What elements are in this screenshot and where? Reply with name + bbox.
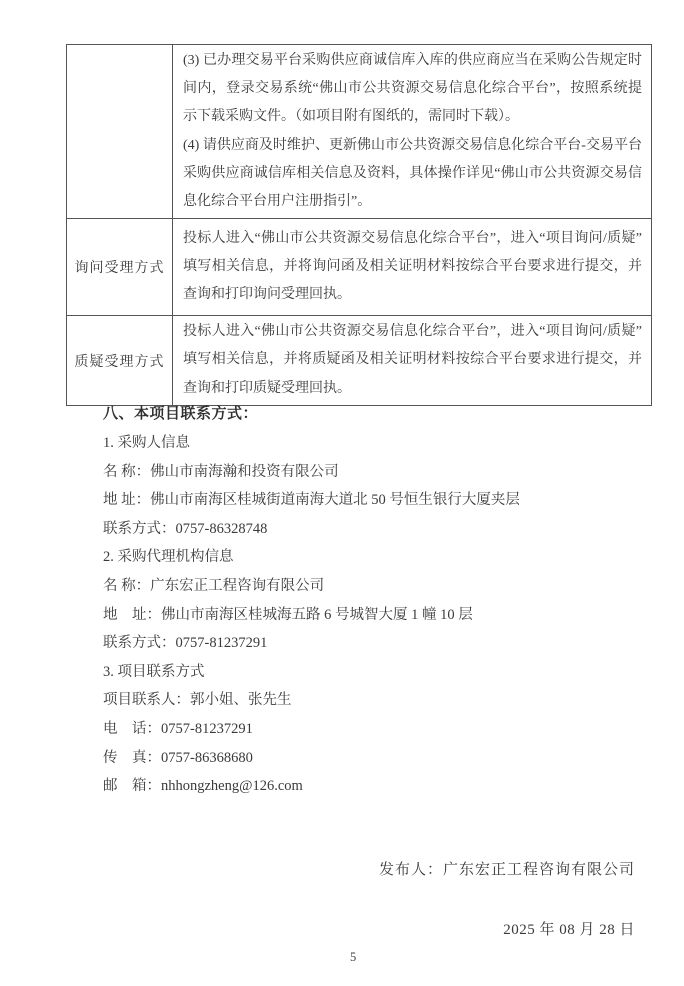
contact-line-project-fax: 传 真：0757-86368680 bbox=[103, 749, 253, 766]
contact-section bbox=[103, 399, 648, 801]
publish-date: 2025 年 08 月 28 日 bbox=[503, 922, 635, 938]
row-label-inquiry: 询问受理方式 bbox=[67, 219, 173, 316]
contact-line-project-contacts: 项目联系人：郭小姐、张先生 bbox=[103, 692, 292, 709]
contact-line-project-phone: 电 话：0757-81237291 bbox=[103, 720, 253, 737]
table-row-inquiry bbox=[67, 219, 652, 316]
page-number: 5 bbox=[350, 950, 357, 964]
row-content bbox=[173, 45, 652, 219]
contact-line-agency-phone: 联系方式：0757-81237291 bbox=[103, 635, 268, 652]
publisher-line: 发布人：广东宏正工程咨询有限公司 bbox=[378, 862, 635, 878]
procedure-table bbox=[66, 44, 652, 406]
contact-line-agency-title: 2. 采购代理机构信息 bbox=[103, 549, 234, 566]
contact-line-purchaser-phone: 联系方式：0757-86328748 bbox=[103, 520, 268, 537]
paragraph-challenge: 投标人进入“佛山市公共资源交易信息化综合平台”，进入“项目询问/质疑”填写相关信息，并将质疑函及相关证明材料按综合平台要求进行提交，并查询和打印质疑受理回执。 bbox=[183, 324, 642, 396]
table-row-continuation bbox=[67, 45, 652, 219]
row-label-empty bbox=[67, 45, 173, 219]
contact-line-purchaser-name: 名 称：佛山市南海瀚和投资有限公司 bbox=[103, 463, 339, 480]
contact-line-agency-address: 地 址：佛山市南海区桂城海五路 6 号城智大厦 1 幢 10 层 bbox=[103, 606, 473, 623]
contact-line-purchaser-title: 1. 采购人信息 bbox=[103, 435, 190, 451]
paragraph-item-3: (3) 已办理交易平台采购供应商诚信库入库的供应商应当在采购公告规定时间内，登录交易系统“佛山市公共资源交易信息化综合平台”，按照系统提示下载采购文件。（如项目附有图纸的，需同时下载）。 bbox=[183, 53, 642, 125]
paragraph-item-4: (4) 请供应商及时维护、更新佛山市公共资源交易信息化综合平台-交易平台采购供应商诚信库相关信息及资料，具体操作详见“佛山市公共资源交易信息化综合平台用户注册指引”。 bbox=[183, 137, 642, 210]
contact-line-purchaser-address: 地 址：佛山市南海区桂城街道南海大道北 50 号恒生银行大厦夹层 bbox=[103, 492, 520, 509]
row-content bbox=[173, 219, 652, 316]
paragraph-inquiry: 投标人进入“佛山市公共资源交易信息化综合平台”，进入“项目询问/质疑”填写相关信息，并将询问函及相关证明材料按综合平台要求进行提交，并查询和打印询问受理回执。 bbox=[183, 230, 642, 303]
contact-line-agency-name: 名 称：广东宏正工程咨询有限公司 bbox=[103, 577, 325, 594]
table-row-challenge bbox=[67, 316, 652, 406]
contact-line-project-title: 3. 项目联系方式 bbox=[103, 663, 205, 680]
contact-section-heading: 八、本项目联系方式： bbox=[103, 406, 259, 422]
row-content bbox=[173, 316, 652, 406]
contact-line-project-email: 邮 箱：nhhongzheng@126.com bbox=[103, 778, 303, 795]
row-label-challenge: 质疑受理方式 bbox=[67, 316, 173, 406]
